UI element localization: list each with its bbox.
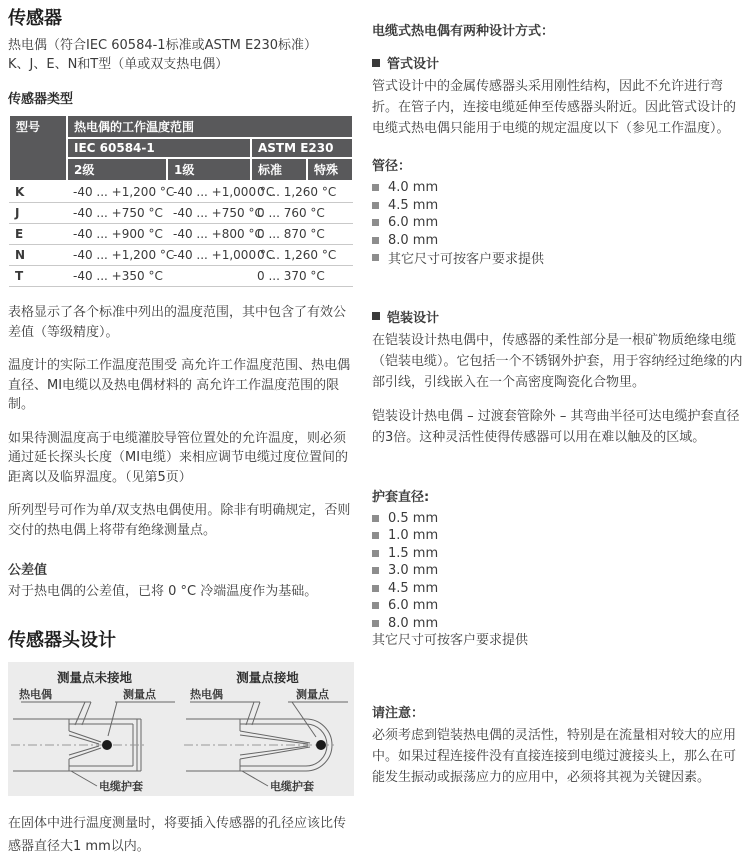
paragraph-potting-temp: 如果待测温度高于电缆灌胶导管位置处的允许温度，则必须通过延长探头长度（MI电缆）来相应调节电缆过度位置间的距离以及临界温度。（见第5页） [8, 430, 349, 485]
bullet-square-icon [372, 585, 379, 592]
col-header-class2: 2级 [67, 158, 167, 181]
sheath-diameter-footnote: 其它尺寸可按客户要求提供 [372, 633, 529, 648]
list-item [372, 214, 746, 232]
spec-table [8, 114, 354, 287]
label-measuring-point: 测量点 [295, 687, 329, 701]
subtitle-line-1: 热电偶（符合IEC 60584-1标准或ASTM E230标准） [8, 38, 318, 53]
list-item [372, 580, 746, 598]
list-item [372, 179, 746, 197]
cell-astm-std: 0 ... 370 °C [251, 266, 307, 287]
label-thermocouple: 热电偶 [189, 687, 223, 701]
intro-heading: 电缆式热电偶有两种设计方式： [372, 24, 555, 39]
diagram-ungrounded [8, 668, 181, 796]
table-row [9, 266, 353, 287]
bullet-square-icon [372, 202, 379, 209]
tube-design-title: 管式设计 [387, 57, 440, 72]
col-header-range: 热电偶的工作温度范围 [67, 115, 353, 138]
tolerance-text: 对于热电偶的公差值，已将 0 °C 冷端温度作为基础。 [8, 584, 318, 599]
paragraph-operating-range: 温度计的实际工作温度范围受 高允许工作温度范围、热电偶直径、MI电缆以及热电偶材料的 高允许工作温度范围的限制。 [8, 358, 351, 412]
cell-model: N [9, 245, 67, 266]
tube-design-heading [372, 53, 746, 72]
cell-astm-std: 0 ... 870 °C [251, 224, 307, 245]
table-row [9, 245, 353, 266]
list-item [372, 545, 746, 563]
armored-design-title: 铠装设计 [387, 310, 440, 326]
cell-astm-std: 0 ... 760 °C [251, 203, 307, 224]
bullet-square-icon [372, 620, 379, 627]
col-header-model: 型号 [9, 115, 67, 181]
paragraph-solid-measurement: 在固体中进行温度测量时，将要插入传感器的孔径应该比传感器直径大1 mm以内。 [8, 815, 347, 854]
cell-model: E [9, 224, 67, 245]
list-item [372, 597, 746, 615]
paragraph-table-note: 表格显示了各个标准中列出的温度范围，其中包含了有效公差值（等级精度）。 [8, 305, 347, 340]
bullet-square-icon [372, 515, 379, 522]
measuring-point-dot [316, 740, 326, 750]
left-column [8, 4, 354, 858]
list-item-label: 其它尺寸可按客户要求提供 [388, 252, 545, 268]
tolerance-heading: 公差值 [8, 563, 48, 578]
ungrounded-junction-diagram [11, 687, 179, 795]
bullet-square-icon [372, 237, 379, 244]
sheath-diameter-list [372, 510, 746, 633]
right-column [372, 20, 746, 788]
table-header-row-1 [9, 115, 353, 138]
page-title: 传感器 [8, 8, 62, 29]
note-heading: 请注意： [372, 705, 425, 721]
list-item-label: 8.0 mm [388, 232, 439, 248]
tube-diameter-heading: 管径： [372, 159, 412, 174]
tube-diameter-list [372, 179, 746, 267]
col-header-astm: ASTM E230 [251, 138, 353, 158]
bullet-square-icon [372, 312, 380, 320]
list-item-label: 4.5 mm [388, 580, 439, 596]
col-header-standard: 标准 [251, 158, 307, 181]
label-thermocouple: 热电偶 [18, 687, 52, 701]
bullet-square-icon [372, 550, 379, 557]
col-header-special: 特殊 [307, 158, 353, 181]
list-item-label: 4.5 mm [388, 197, 439, 213]
grounded-junction-diagram [184, 687, 352, 795]
list-item [372, 197, 746, 215]
list-item-label: 4.0 mm [388, 180, 439, 196]
armored-design-text-2: 铠装设计热电偶 – 过渡套管除外 – 其弯曲半径可达电缆护套直径的3倍。这种灵活性使得传感器可以用在难以触及的区域。 [372, 408, 740, 445]
list-item-label: 1.0 mm [388, 528, 439, 544]
cell-model: T [9, 266, 67, 287]
cell-iec2: -40 ... +750 °C [67, 203, 167, 224]
bullet-square-icon [372, 254, 379, 261]
table-row [9, 203, 353, 224]
list-item [372, 615, 746, 633]
bullet-square-icon [372, 567, 379, 574]
note-text: 必须考虑到铠装热电偶的灵活性，特别是在流量相对较大的应用中。如果过程连接件没有直接连接到电缆过渡接头上，那么在可能发生振动或振荡应力的应用中，必须将其视为关键因素。 [372, 727, 737, 785]
cell-astm-std: 0 ... 1,260 °C [251, 245, 307, 266]
cell-iec1: -40 ... +1,000 °C [167, 245, 251, 266]
col-header-iec: IEC 60584-1 [67, 138, 251, 158]
bullet-square-icon [372, 219, 379, 226]
col-header-class1: 1级 [167, 158, 251, 181]
cell-astm-std: 0 ... 1,260 °C [251, 181, 307, 203]
cell-iec1: -40 ... +1,000 °C [167, 181, 251, 203]
sensor-types-heading: 传感器类型 [8, 92, 74, 107]
list-item-label: 6.0 mm [388, 598, 439, 614]
armored-design-heading [372, 307, 746, 326]
label-cable-sheath: 电缆护套 [98, 779, 143, 793]
cell-iec2: -40 ... +1,200 °C [67, 245, 167, 266]
cell-iec1: -40 ... +750 °C [167, 203, 251, 224]
bullet-square-icon [372, 59, 380, 67]
label-measuring-point: 测量点 [122, 687, 156, 701]
cell-iec2: -40 ... +900 °C [67, 224, 167, 245]
cell-model: J [9, 203, 67, 224]
diagram-grounded-title: 测量点接地 [236, 669, 299, 685]
table-row [9, 224, 353, 245]
tube-design-text: 管式设计中的金属传感器头采用刚性结构，因此不允许进行弯折。在管子内，连接电缆延伸至传感器头附近。因此管式设计的电缆式热电偶只能用于电缆的规定温度以下（参见工作温度）。 [372, 79, 737, 136]
cell-iec2: -40 ... +1,200 °C [67, 181, 167, 203]
list-item-label: 1.5 mm [388, 545, 439, 561]
list-item [372, 249, 746, 267]
list-item [372, 510, 746, 528]
list-item-label: 8.0 mm [388, 615, 439, 631]
diagram-ungrounded-title: 测量点未接地 [56, 669, 132, 685]
cell-iec2: -40 ... +350 °C [67, 266, 167, 287]
sensor-head-diagram-box [8, 662, 354, 796]
bullet-square-icon [372, 602, 379, 609]
cell-model: K [9, 181, 67, 203]
head-design-heading: 传感器头设计 [8, 629, 116, 651]
cell-iec1: -40 ... +800 °C [167, 224, 251, 245]
list-item-label: 6.0 mm [388, 215, 439, 231]
armored-design-text-1: 在铠装设计热电偶中，传感器的柔性部分是一根矿物质绝缘电缆（铠装电缆）。它包括一个不锈钢外护套，用于容纳经过绝缘的内部引线，引线嵌入在一个高密度陶瓷化合物里。 [372, 332, 743, 390]
measuring-point-dot [102, 740, 112, 750]
list-item-label: 0.5 mm [388, 510, 439, 526]
diagram-grounded [181, 668, 354, 796]
list-item-label: 3.0 mm [388, 563, 439, 579]
sheath-diameter-heading: 护套直径: [372, 489, 430, 505]
cell-iec1 [167, 266, 251, 287]
bullet-square-icon [372, 532, 379, 539]
list-item [372, 527, 746, 545]
subtitle-line-2: K、J、E、N和T型（单或双支热电偶） [8, 57, 229, 72]
list-item [372, 232, 746, 250]
table-row [9, 181, 353, 203]
paragraph-single-double: 所列型号可作为单/双支热电偶使用。除非有明确规定，否则交付的热电偶上将带有绝缘测量点。 [8, 503, 351, 538]
label-cable-sheath: 电缆护套 [269, 779, 314, 793]
bullet-square-icon [372, 184, 379, 191]
list-item [372, 562, 746, 580]
